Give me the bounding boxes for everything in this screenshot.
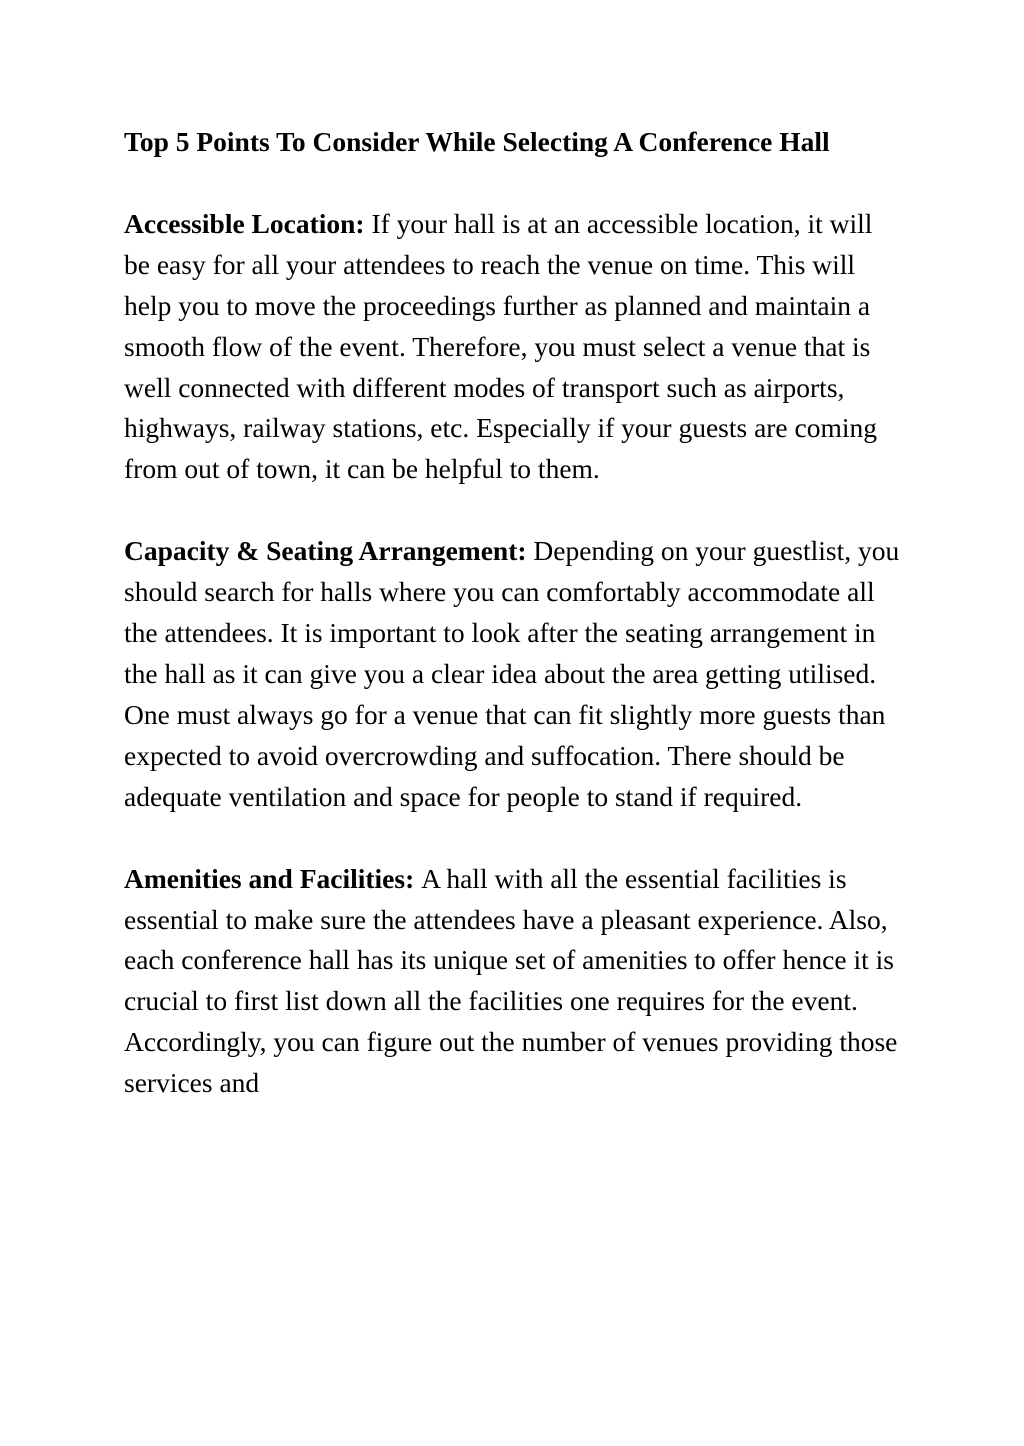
section-body: A hall with all the essential facilities is essential to make sure the attendees have a pleasant experience. Also, each conference hall has its unique set of amenities to offer hence it is crucial to first list down all the facilities one requires for the event. Accordingly, you can figure out the number of venues providing those services and (124, 862, 898, 1099)
section-heading: Capacity & Seating Arrangement: (124, 535, 534, 567)
document-title: Top 5 Points To Consider While Selecting A Conference Hall (124, 126, 830, 157)
section-heading: Amenities and Facilities: (124, 862, 422, 894)
section-body: If your hall is at an accessible location, it will be easy for all your attendees to reach the venue on time. This will help you to move the proceedings further as planned and maintain a smooth flow of the event. Therefore, you must select a venue that is well connected with different modes of transport such as airports, highways, railway stations, etc. Especially if your guests are coming from out of town, it can be helpful to them. (124, 207, 878, 485)
section-heading: Accessible Location: (124, 207, 372, 239)
document-page (124, 122, 904, 1145)
section-amenities-facilities (124, 859, 904, 1104)
section-accessible-location (124, 204, 904, 490)
section-body: Depending on your guestlist, you should search for halls where you can comfortably accommodate all the attendees. It is important to look after the seating arrangement in the hall as it can give you a clear idea about the area getting utilised. One must always go for a venue that can fit slightly more guests than expected to avoid overcrowding and suffocation. There should be adequate ventilation and space for people to stand if required. (124, 535, 900, 812)
section-capacity-seating (124, 531, 904, 817)
